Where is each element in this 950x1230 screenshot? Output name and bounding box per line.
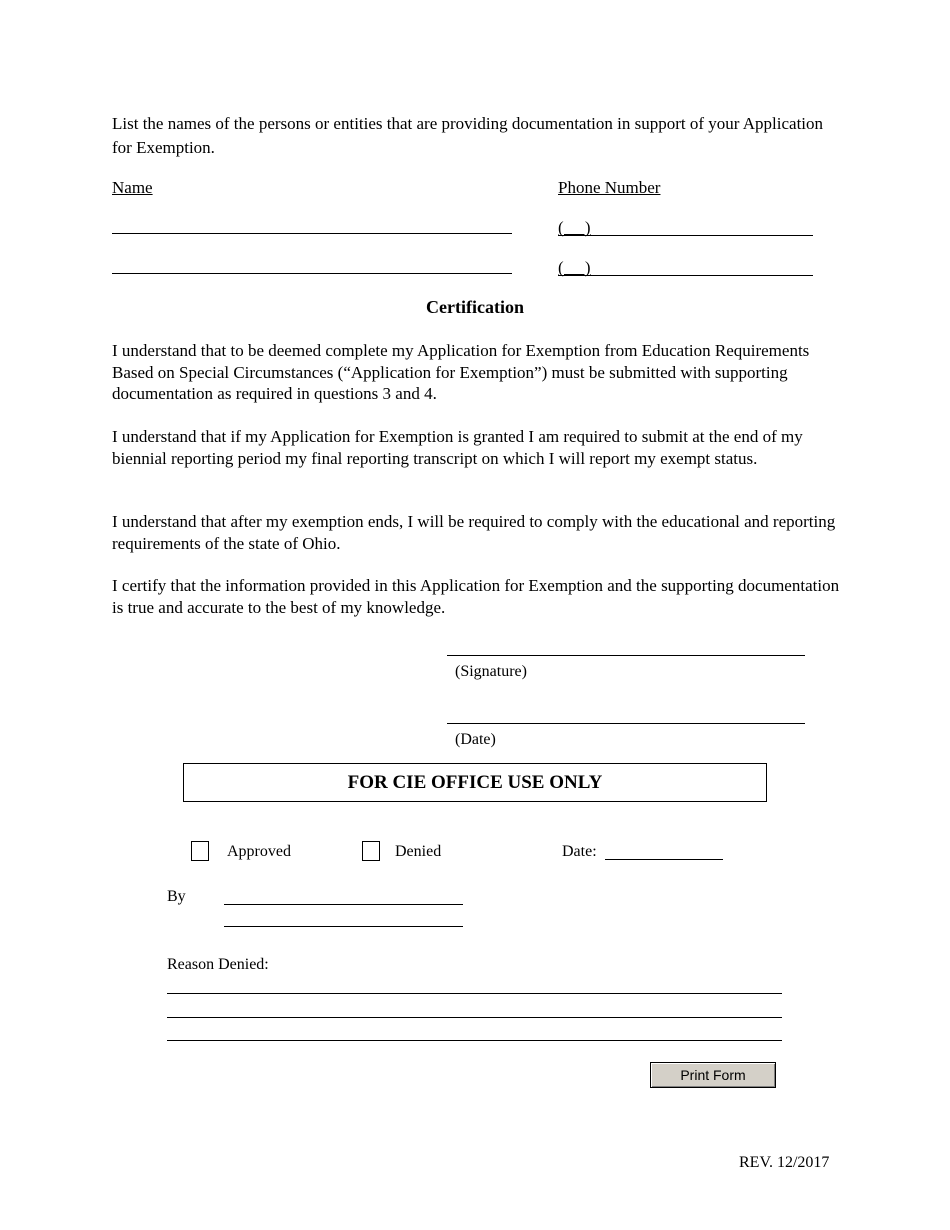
date-label: (Date) [455, 731, 496, 748]
office-use-banner [183, 763, 767, 802]
reason-line-3[interactable] [167, 1040, 782, 1041]
revision-label: REV. 12/2017 [739, 1154, 830, 1171]
phone-prefix-1: ( ) [558, 218, 591, 237]
signature-field[interactable] [447, 655, 805, 656]
certification-paragraph-3: I understand that after my exemption ends, I will be required to comply with the educational and reporting requirements of the state of Ohio. [112, 512, 836, 553]
office-use-title: FOR CIE OFFICE USE ONLY [347, 771, 603, 793]
certification-paragraph-4: I certify that the information provided in this Application for Exemption and the supporting documentation is true and accurate to the best of my knowledge. [112, 576, 840, 617]
by-label: By [167, 888, 186, 905]
intro-text: List the names of the persons or entities that are providing documentation in support of your Application for Exemption. [112, 114, 824, 157]
approved-label: Approved [227, 843, 291, 860]
name-field-2[interactable] [112, 273, 512, 274]
certification-paragraph-2: I understand that if my Application for Exemption is granted I am required to submit at the end of my biennial reporting period my final reporting transcript on which I will report my exempt status. [112, 427, 803, 468]
phone-prefix-2: ( ) [558, 258, 591, 277]
phone-field-2[interactable] [558, 275, 813, 276]
phone-column-header: Phone Number [558, 178, 661, 197]
phone-field-1[interactable] [558, 235, 813, 236]
certification-paragraph-1: I understand that to be deemed complete my Application for Exemption from Education Requirements Based on Special Circumstances (“Application for Exemption”) must be submitted with supporting documentation as required in questions 3 and 4. [112, 341, 810, 403]
reason-denied-label: Reason Denied: [167, 956, 269, 973]
signature-label: (Signature) [455, 663, 527, 680]
date-field[interactable] [447, 723, 805, 724]
office-date-field[interactable] [605, 859, 723, 860]
approved-checkbox[interactable] [191, 841, 209, 861]
print-form-button[interactable]: Print Form [650, 1062, 776, 1088]
reason-line-2[interactable] [167, 1017, 782, 1018]
office-date-label: Date: [562, 843, 597, 860]
by-field-1[interactable] [224, 904, 463, 905]
reason-line-1[interactable] [167, 993, 782, 994]
name-column-header: Name [112, 178, 153, 197]
by-field-2[interactable] [224, 926, 463, 927]
name-field-1[interactable] [112, 233, 512, 234]
denied-checkbox[interactable] [362, 841, 380, 861]
certification-heading: Certification [426, 297, 524, 317]
denied-label: Denied [395, 843, 442, 860]
